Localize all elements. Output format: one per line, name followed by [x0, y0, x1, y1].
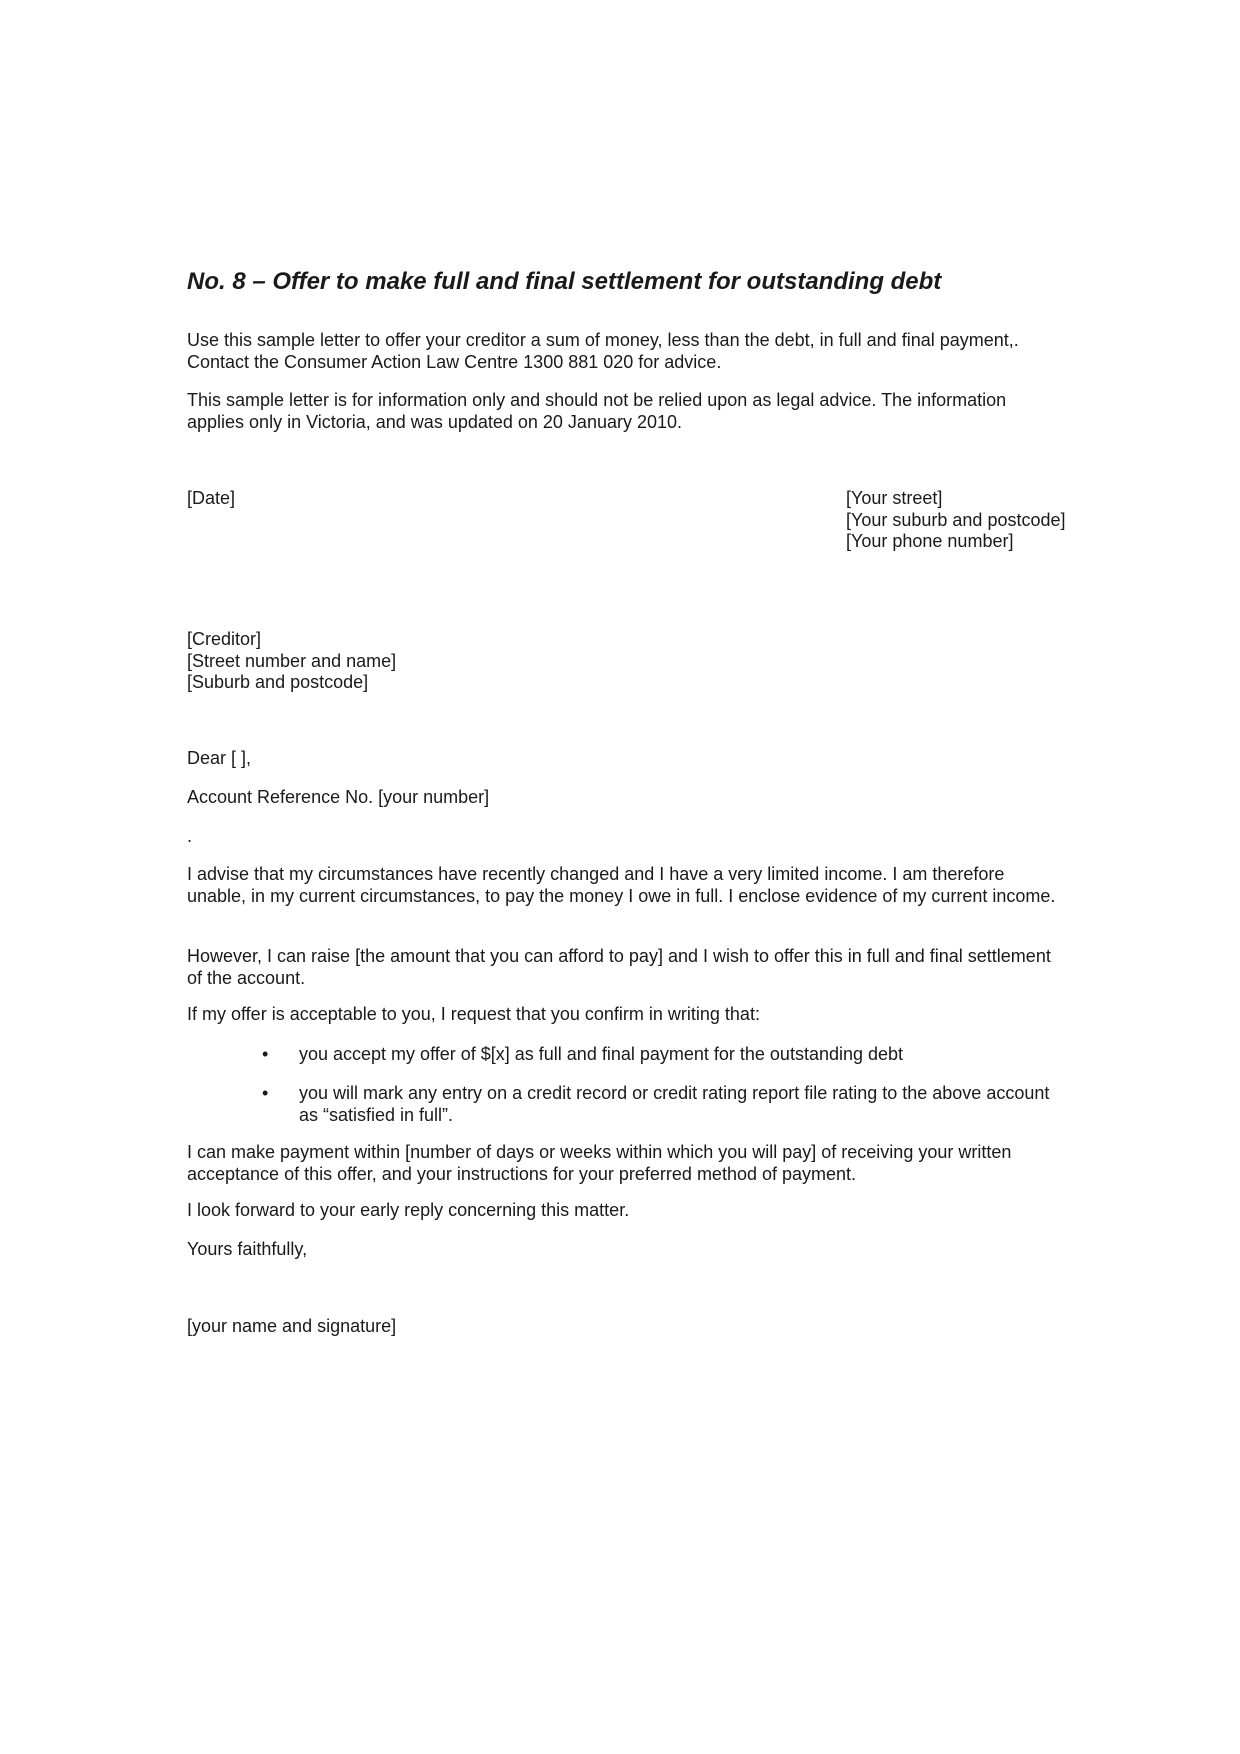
closing-paragraph-payment: I can make payment within [number of days or weeks within which you will pay] of receiving your written acceptance of this offer, and your instructions for your preferred method of payment.	[187, 1142, 1012, 1184]
sender-phone: [Your phone number]	[846, 531, 1014, 551]
recipient-suburb-postcode: [Suburb and postcode]	[187, 672, 369, 692]
stray-mark: .	[187, 826, 193, 846]
sign-off: Yours faithfully,	[187, 1239, 308, 1259]
closing-paragraph-reply: I look forward to your early reply concerning this matter.	[187, 1200, 630, 1220]
salutation: Dear [ ],	[187, 748, 252, 768]
letter-title: No. 8 – Offer to make full and final settlement for outstanding debt	[187, 268, 942, 295]
body-paragraph-circumstances: I advise that my circumstances have recently changed and I have a very limited income. I am therefore unable, in my current circumstances, to pay the money I owe in full. I enclose evidence of my current income.	[187, 864, 1056, 906]
intro-paragraph-advice: Use this sample letter to offer your creditor a sum of money, less than the debt, in full and final payment,. Contact the Consumer Action Law Centre 1300 881 020 for advice.	[187, 330, 1019, 372]
intro-paragraph-disclaimer: This sample letter is for information only and should not be relied upon as legal advice. The information applies only in Victoria, and was updated on 20 January 2010.	[187, 390, 1007, 432]
sender-street: [Your street]	[846, 488, 943, 508]
date-field: [Date]	[187, 488, 236, 508]
sender-address	[846, 488, 1066, 553]
account-reference: Account Reference No. [your number]	[187, 787, 490, 807]
recipient-creditor: [Creditor]	[187, 629, 262, 649]
bullet-item-accept-offer: you accept my offer of $[x] as full and final payment for the outstanding debt	[299, 1044, 904, 1064]
body-paragraph-offer: However, I can raise [the amount that you can afford to pay] and I wish to offer this in full and final settlement of the account.	[187, 946, 1051, 988]
recipient-address	[187, 629, 396, 694]
bullet-marker: •	[262, 1083, 269, 1103]
body-paragraph-request: If my offer is acceptable to you, I request that you confirm in writing that:	[187, 1004, 760, 1024]
bullet-item-mark-satisfied: you will mark any entry on a credit record or credit rating report file rating to the above account as “satisfied in full”.	[299, 1083, 1050, 1125]
sender-suburb-postcode: [Your suburb and postcode]	[846, 509, 1066, 530]
recipient-street: [Street number and name]	[187, 650, 397, 671]
signature-placeholder: [your name and signature]	[187, 1316, 397, 1336]
bullet-marker: •	[262, 1044, 269, 1064]
